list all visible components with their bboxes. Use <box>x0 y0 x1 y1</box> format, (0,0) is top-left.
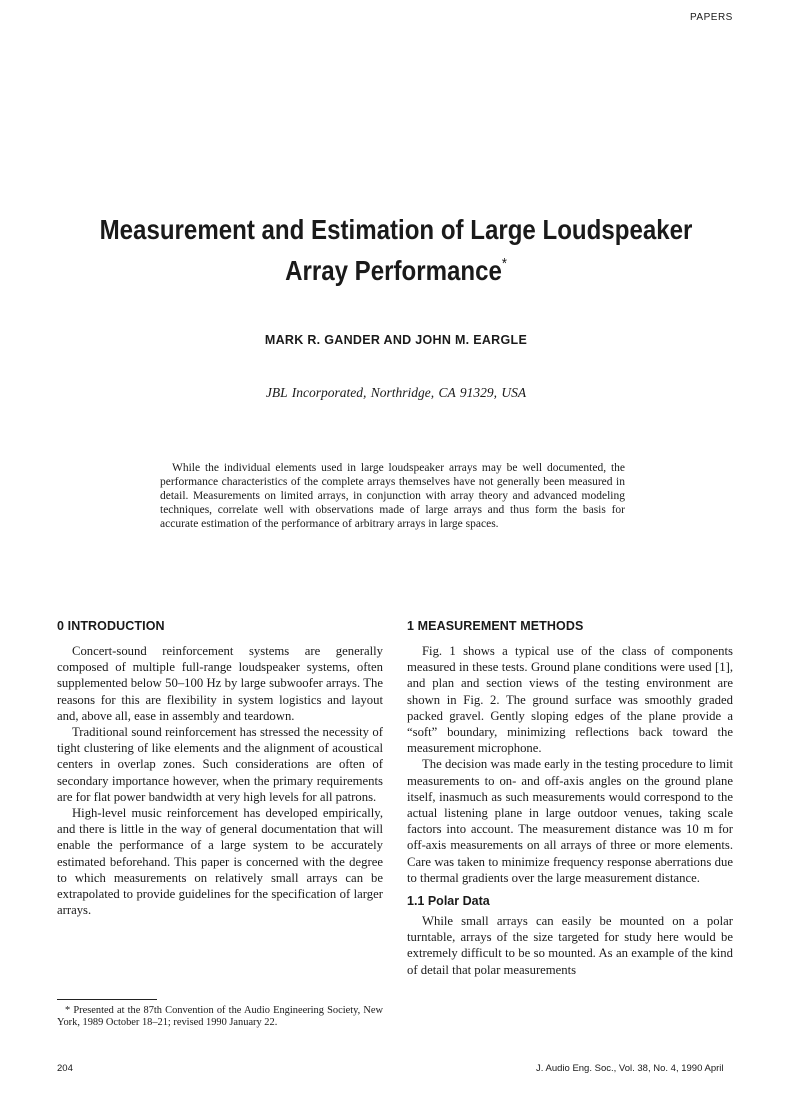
section-heading-introduction: 0 INTRODUCTION <box>57 619 165 633</box>
subsection-heading-polar-data: 1.1 Polar Data <box>407 894 490 909</box>
authors: MARK R. GANDER AND JOHN M. EARGLE <box>264 333 528 347</box>
footnote: * Presented at the 87th Convention of the Audio Engineering Society, New York, 1989 October 18–21; revised 1990 January 22. <box>57 1005 383 1028</box>
methods-paragraph-1: Fig. 1 shows a typical use of the class of components measured in these tests. Ground plane conditions were used [1], and plan and section views of the testing environment are shown in Fig. 2. The ground surface was smoothly graded packed gravel. Gently sloping edges of the plane provide a “soft” boundary, minimizing reflections back toward the measurement microphone. <box>407 644 733 756</box>
journal-reference: J. Audio Eng. Soc., Vol. 38, No. 4, 1990 April <box>536 1063 724 1074</box>
title-footnote-mark: * <box>501 255 507 272</box>
running-head: PAPERS <box>690 12 733 23</box>
paper-title <box>90 213 702 288</box>
left-column <box>57 618 383 918</box>
section-heading-measurement-methods: 1 MEASUREMENT METHODS <box>407 619 584 633</box>
right-column <box>407 618 733 978</box>
page-number: 204 <box>57 1063 73 1074</box>
title-line-2: Array Performance <box>285 255 502 286</box>
title-line-1: Measurement and Estimation of Large Loudspeaker <box>99 214 693 245</box>
abstract: While the individual elements used in large loudspeaker arrays may be well documented, the performance characteristics of the complete arrays themselves have not generally been measured in detail. Measurements on limited arrays, in conjunction with array theory and advanced modeling techniques, correlate well with observations made of large arrays and thus form the basis for accurate estimation of the performance of arbitrary arrays in large spaces. <box>160 462 625 530</box>
affiliation: JBL Incorporated, Northridge, CA 91329, USA <box>265 385 527 400</box>
polar-data-paragraph-1: While small arrays can easily be mounted on a polar turntable, arrays of the size targeted for study here would be extremely difficult to be so mounted. As an example of the kind of detail that polar measurements <box>407 914 733 977</box>
methods-paragraph-2: The decision was made early in the testing procedure to limit measurements to on- and off-axis angles on the ground plane itself, inasmuch as such measurements would correspond to the actual listening plane in large outdoor venues, taking scale factors into account. The measurement distance was 10 m for off-axis measurements on all arrays of three or more elements. Care was taken to minimize frequency response aberrations due to thermal gradients over the large measurement distance. <box>407 757 733 885</box>
footnote-rule <box>57 999 157 1000</box>
intro-paragraph-1: Concert-sound reinforcement systems are generally composed of multiple full-range loudspeaker systems, often supplemented below 50–100 Hz by large subwoofer arrays. The reasons for this are flexibility in system logistics and layout and, above all, ease in assembly and teardown. <box>57 644 383 723</box>
intro-paragraph-3: High-level music reinforcement has developed empirically, and there is little in the way of general documentation that will enable the performance of a large system to be accurately estimated beforehand. This paper is concerned with the degree to which measurements on relatively small arrays can be extrapolated to provide guidelines for the specification of larger arrays. <box>57 806 383 918</box>
intro-paragraph-2: Traditional sound reinforcement has stressed the necessity of tight clustering of like elements and the alignment of acoustical centers in overlap zones. Such considerations are often of secondary importance however, when the primary requirements are for flat power bandwidth at very high levels for all patrons. <box>57 725 383 804</box>
